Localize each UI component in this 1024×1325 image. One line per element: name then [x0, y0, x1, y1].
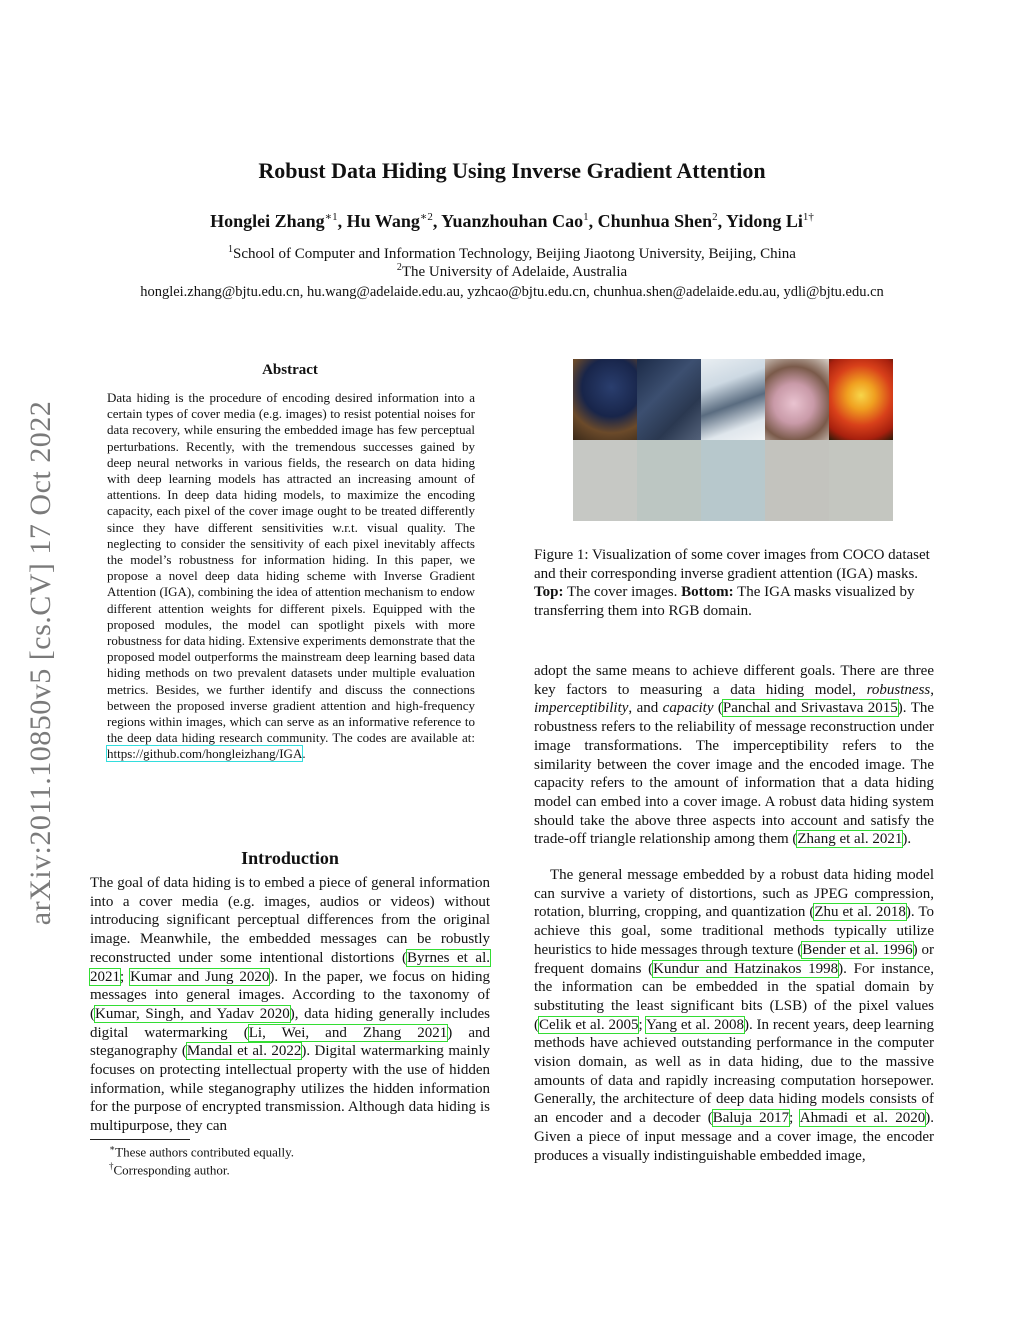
right-column-paragraph: adopt the same means to achieve different goals. There are three key factors to measuring a data hiding model, robustness, imperceptibility, and capacity (Panchal and Srivastava 2015). The robustness refers to the reliability of message reconstruction under image transformations. The imperceptibility refers to the similarity between the cover image and the encoded image. The capacity refers to the amount of information that a data hiding model can embed into a cover image. A robust data hiding system should take the above three aspects into account and satisfy the trade-off triangle relationship among them (Zhang et al. 2021).	[534, 663, 935, 848]
citation-link[interactable]: Panchal and Srivastava 2015	[722, 700, 898, 717]
affiliation: $^1$School of Computer and Information Technology, Beijing Jiaotong University, Beijing, China	[228, 244, 796, 262]
citation-link[interactable]: Zhang et al. 2021	[797, 831, 903, 848]
cover-image-player	[573, 359, 637, 440]
abstract-body: Data hiding is the procedure of encoding desired information into a certain types of cover media (e.g. images) to resist potential noises for data recovery, while ensuring the embedded image has few perceptual perturbations. Recently, with the tremendous successes gained by deep neural networks in various fields, the research on data hiding with deep learning models has attracted an increasing amount of attentions. In deep data hiding models, to maximize the encoding capacity, each pixel of the cover image ought to be treated differently since they have different sensitivities w.r.t. visual quality. The neglecting to consider the sensitivity of each pixel inevitably affects the model’s robustness for information hiding. In this paper, we propose a novel deep data hiding scheme with Inverse Gradient Attention (IGA), combining the idea of attention mechanism to endow different attention weights for different pixels. Equipped with the proposed modules, the model can spotlight pixels with more robustness for data hiding. Extensive experiments demonstrate that the proposed model outperforms the mainstream deep learning based data hiding methods on two prevalent datasets under multiple evaluation metrics. Besides, we further identify and discuss the connections between the proposed inverse gradient attention and high-frequency regions within images, which can serve as an informative reference to the deep data hiding research community. The codes are available at: https://github.com/hongleizhang/IGA.	[107, 390, 475, 762]
citation-link[interactable]: Bender et al. 1996	[802, 941, 913, 958]
right-column-paragraph: The general message embedded by a robust data hiding model can survive a variety of distortions, such as JPEG compression, rotation, blurring, cropping, and quantization (Zhu et al. 2018). To achieve this goal, some traditional methods typically utilize heuristics to hide messages through texture (Bender et al. 1996) or frequent domains (Kundur and Hatzinakos 1998). For instance, the information can be embedded in the spatial domain by substituting the least significant bits (LSB) of the pixel values (Celik et al. 2005; Yang et al. 2008). In recent years, deep learning methods have achieved outstanding performance in the computer vision domain, as well as in data hiding, due to the massive amounts of data and rapidly increasing computation horsepower. Generally, the architecture of deep data hiding models consists of an encoder and a decoder (Baluja 2017; Ahmadi et al. 2020). Given a piece of input message and a cover image, the encoder produces a visually indistinguishable embedded image,	[534, 867, 935, 1164]
author-list: Honglei Zhang$^{∗1}$, Hu Wang$^{∗2}$, Yuanzhouhan Cao$^1$, Chunhua Shen$^2$, Yidong $Li^{1\dagger}$	[210, 211, 814, 231]
citation-link[interactable]: Ahmadi et al. 2020	[799, 1110, 926, 1127]
figure-image-grid	[573, 359, 893, 521]
citation-link[interactable]: Kundur and Hatzinakos 1998	[653, 960, 839, 977]
citation-link[interactable]: Byrnes et al. 2021	[90, 949, 490, 985]
author-name: Yuanzhouhan Cao	[441, 211, 584, 231]
iga-mask-3	[701, 440, 765, 521]
cover-image-building	[701, 359, 765, 440]
cover-image-flower	[829, 359, 893, 440]
author-name: Honglei Zhang	[210, 211, 325, 231]
author-name: Chunhua Shen	[597, 211, 713, 231]
citation-link[interactable]: Yang et al. 2008	[645, 1016, 744, 1033]
iga-mask-2	[637, 440, 701, 521]
figure-caption: Figure 1: Visualization of some cover images from COCO dataset and their corresponding inverse gradient attention (IGA) masks. Top: The cover images. Bottom: The IGA masks visualized by transferring them into RGB domain.	[534, 547, 930, 620]
citation-link[interactable]: Mandal et al. 2022	[186, 1043, 302, 1060]
footnote: †Corresponding author.	[109, 1161, 230, 1178]
arxiv-identifier: arXiv:2011.10850v5 [cs.CV] 17 Oct 2022	[24, 400, 57, 926]
citation-link[interactable]: Li, Wei, and Zhang 2021	[248, 1024, 448, 1041]
citation-link[interactable]: Kumar and Jung 2020	[130, 968, 270, 985]
introduction-body: The goal of data hiding is to embed a piece of general information into a cover media (e.g. images, audios or videos) without introducing significant perceptual differences from the original image. Meanwhile, the embedded messages can be robustly reconstructed under some intentional distortions (Byrnes et al. 2021; Kumar and Jung 2020). In the paper, we focus on hiding messages into general images. According to the taxonomy of (Kumar, Singh, and Yadav 2020), data hiding generally includes digital watermarking (Li, Wei, and Zhang 2021) and steganography (Mandal et al. 2022). Digital watermarking mainly focuses on protecting intellectual property with the use of hidden information, while steganography utilizes the hidden information for the purpose of encrypted transmission. Although data hiding is multipurpose, they can	[90, 875, 491, 1135]
cover-image-baby	[765, 359, 829, 440]
citation-link[interactable]: Celik et al. 2005	[539, 1016, 639, 1033]
footnote: ∗These authors contributed equally.	[109, 1143, 295, 1160]
affiliation: $^2$The University of Adelaide, Australia	[396, 262, 628, 280]
iga-mask-1	[573, 440, 637, 521]
citation-link[interactable]: Baluja 2017	[712, 1110, 790, 1127]
author-name: Yidong Li	[726, 211, 803, 231]
footnote-rule	[90, 1139, 190, 1140]
introduction-heading: Introduction	[241, 848, 339, 868]
paper-title: Robust Data Hiding Using Inverse Gradient Attention	[258, 158, 766, 183]
author-emails: honglei.zhang@bjtu.edu.cn, hu.wang@adelaide.edu.au, yzhcao@bjtu.edu.cn, chunhua.shen@adelaide.edu.au, ydli@bjtu.edu.cn	[140, 284, 884, 300]
code-link[interactable]: https://github.com/hongleizhang/IGA	[107, 746, 303, 762]
abstract-heading: Abstract	[262, 362, 318, 378]
citation-link[interactable]: Zhu et al. 2018	[814, 904, 906, 921]
cover-image-person	[637, 359, 701, 440]
author-name: Hu Wang	[346, 211, 420, 231]
citation-link[interactable]: Kumar, Singh, and Yadav 2020	[95, 1005, 290, 1022]
iga-mask-5	[829, 440, 893, 521]
iga-mask-4	[765, 440, 829, 521]
